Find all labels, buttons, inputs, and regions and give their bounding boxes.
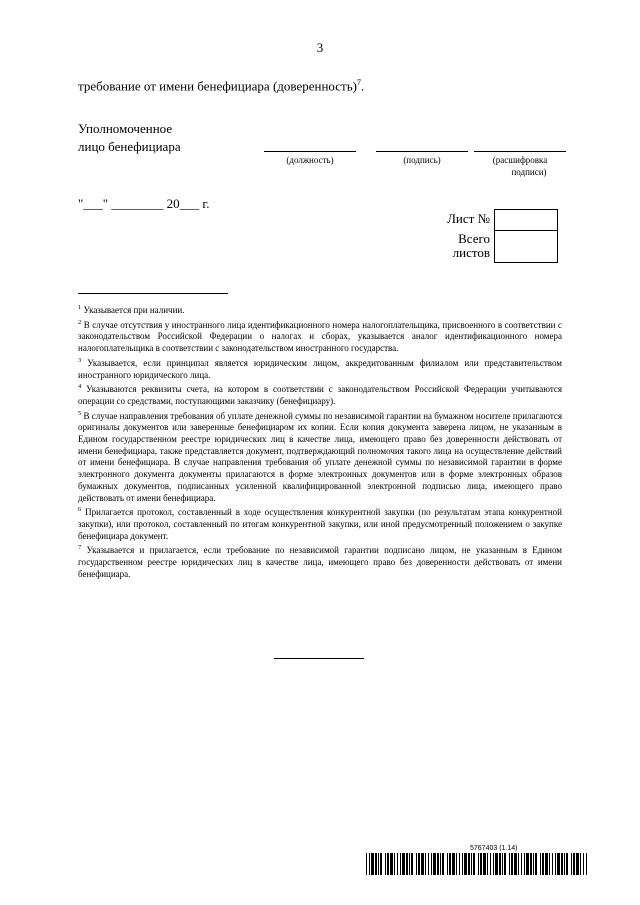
barcode-bar — [406, 853, 408, 875]
barcode-bar — [416, 853, 417, 875]
request-footnote-ref: 7 — [356, 78, 361, 87]
barcode-bar — [473, 853, 475, 875]
barcode-bar — [366, 853, 367, 875]
footnote — [78, 408, 562, 505]
barcode-bar — [493, 853, 494, 875]
page-number: 3 — [316, 40, 324, 55]
footnote-text: Указывается при наличии. — [83, 305, 185, 315]
sheet-number-box — [494, 209, 558, 231]
position-caption: (должность) — [286, 155, 334, 165]
barcode-bar — [447, 853, 448, 875]
barcode-bar — [385, 853, 386, 875]
footnote-text: Прилагается протокол, составленный в ходе осуществления конкурентной закупки (по результатам этапа конкурентной закупки), или протокол, составленный по итогам конкурентной закупки, или иной предусмотренный положением о закупке бенефициара документ. — [78, 507, 562, 541]
barcode-bar — [411, 853, 413, 875]
footnote-ref: 4 — [78, 383, 82, 391]
barcode-bar — [421, 853, 424, 875]
total-sheets-label-line1: Всего — [458, 231, 490, 246]
footnote-text: Указывается и прилагается, если требование по независимой гарантии подписано лицом, не указанным в Едином государственном реестре юридических лиц в качестве лица, имеющего право без доверенности действовать от имени бенефициара. — [78, 545, 563, 579]
barcode-bar — [530, 853, 532, 875]
signature-line — [376, 151, 468, 152]
barcode-bar — [540, 853, 541, 875]
barcode-bar — [552, 853, 553, 875]
barcode-bar — [437, 853, 439, 875]
decoding-caption — [470, 154, 570, 178]
barcode-bar — [387, 853, 389, 875]
barcode-bar — [487, 853, 488, 875]
barcode-bar — [428, 853, 429, 875]
barcode-bar — [397, 853, 398, 875]
barcode-bar — [490, 853, 491, 875]
barcode-bar — [468, 853, 470, 875]
barcode-bar — [502, 853, 503, 875]
barcode-bar — [514, 853, 517, 875]
barcode-bar — [402, 853, 405, 875]
barcode-bar — [452, 853, 455, 875]
decoding-caption-line2: подписи) — [511, 167, 547, 177]
footnote — [78, 504, 562, 542]
barcode-bar — [571, 853, 572, 875]
barcode-bar — [369, 853, 370, 875]
sheet-number-label: Лист № — [447, 211, 490, 226]
footnote-ref: 5 — [78, 409, 82, 417]
signature-caption: (подпись) — [403, 155, 441, 165]
barcode-bar — [511, 853, 513, 875]
barcode-bar — [576, 853, 579, 875]
barcode-bar — [518, 853, 519, 875]
decoding-caption-line1: (расшифровка — [492, 155, 548, 165]
barcode-bar — [433, 853, 436, 875]
total-sheets-label — [420, 232, 490, 260]
barcode-bar — [561, 853, 563, 875]
barcode-bar — [564, 853, 565, 875]
barcode-bar — [478, 853, 479, 875]
footnote — [78, 381, 562, 407]
barcode-bar — [555, 853, 556, 875]
footnotes — [78, 302, 562, 580]
barcode-bar — [400, 853, 401, 875]
end-of-form-line — [274, 658, 364, 659]
barcode-bar — [483, 853, 486, 875]
barcode-bar — [459, 853, 460, 875]
barcode-bar — [380, 853, 382, 875]
barcode-bar — [431, 853, 432, 875]
footnote-ref: 1 — [78, 304, 82, 311]
barcode-bar — [580, 853, 581, 875]
barcode-bar — [583, 853, 584, 875]
barcode-bar — [499, 853, 501, 875]
barcode-bar — [462, 853, 463, 875]
barcode-bar — [418, 853, 420, 875]
footnote-separator — [78, 293, 228, 294]
barcode-bar — [464, 853, 467, 875]
request-line: требование от имени бенефициара (доверенность)$^7$. — [78, 78, 365, 94]
barcode-bar — [521, 853, 522, 875]
barcode-bar — [390, 853, 393, 875]
footnote-ref: 3 — [78, 356, 82, 364]
document-code: 5767403 (1.14) — [470, 845, 518, 852]
total-sheets-box — [494, 230, 558, 263]
barcode-bar — [375, 853, 377, 875]
footnote-ref: 6 — [78, 506, 82, 514]
barcode-bar — [480, 853, 482, 875]
footnote — [78, 355, 562, 381]
barcode-bar — [394, 853, 395, 875]
barcode-bar — [456, 853, 457, 875]
barcode — [366, 853, 588, 875]
date-line: "___" ________ 20___ г. — [78, 196, 210, 211]
barcode-bar — [535, 853, 537, 875]
barcode-bar — [533, 853, 534, 875]
barcode-bar — [449, 853, 451, 875]
barcode-bar — [557, 853, 560, 875]
barcode-bar — [409, 853, 410, 875]
barcode-bar — [524, 853, 525, 875]
barcode-bar — [495, 853, 498, 875]
barcode-bar — [526, 853, 529, 875]
footnote-text: В случае отсутствия у иностранного лица идентификационного номера налогоплательщика, присвоенного в соответствии с законодательством Российской Федерации о налогах и сборах, указывается аналог идентификационного номера налогоплательщика в соответствии с законодательством иностранного государства. — [78, 319, 562, 354]
footnote-text: Указывается, если принципал является юридическим лицом, аккредитованным филиалом или представительством иностранного юридического лица. — [78, 357, 562, 380]
authorized-person-line1: Уполномоченное — [78, 121, 173, 136]
footnote — [78, 317, 562, 355]
barcode-bar — [586, 853, 587, 875]
barcode-bar — [371, 853, 374, 875]
barcode-bar — [573, 853, 575, 875]
barcode-bar — [425, 853, 426, 875]
barcode-bar — [471, 853, 472, 875]
barcode-bar — [440, 853, 441, 875]
authorized-person-label — [78, 120, 181, 156]
footnote — [78, 302, 562, 317]
footnote — [78, 542, 562, 580]
footnote-text: Указываются реквизиты счета, на котором в соответствии с законодательством Российской Федерации учитываются операции со средствами, поступающими заказчику (бенефициару). — [78, 384, 562, 406]
barcode-bar — [566, 853, 568, 875]
footnote-ref: 7 — [78, 544, 82, 552]
barcode-bar — [442, 853, 444, 875]
request-text: требование от имени бенефициара (доверенность) — [78, 78, 357, 94]
footnote-text: В случае направления требования об уплате денежной суммы по независимой гарантии на бумажном носителе прилагаются оригиналы документов или заверенные бенефициаром их копии. Если копия документа заверена лицом, не указанным в Едином государственном реестре юридических лиц в качестве лица, имеющего право без доверенности действовать от имени бенефициара, также представляется документ, подтверждающий полномочия такого лица на осуществление действий от имени бенефициара. В случае направления требования об уплате денежной суммы по независимой гарантии в форме электронного документа документы прилагаются в форме электронных документов или в форме электронных образов бумажных документов, подписанных усиленной квалифицированной электронной подписью лица, имеющего право действовать от имени бенефициара. — [78, 410, 563, 503]
authorized-person-line2: лицо бенефициара — [78, 139, 181, 154]
total-sheets-label-line2: листов — [452, 245, 490, 260]
barcode-bar — [545, 853, 548, 875]
barcode-bar — [504, 853, 506, 875]
barcode-bar — [549, 853, 550, 875]
footnote-ref: 2 — [78, 318, 82, 326]
position-line — [264, 151, 356, 152]
barcode-bar — [509, 853, 510, 875]
barcode-bar — [542, 853, 544, 875]
decoding-line — [474, 151, 566, 152]
barcode-bar — [378, 853, 379, 875]
